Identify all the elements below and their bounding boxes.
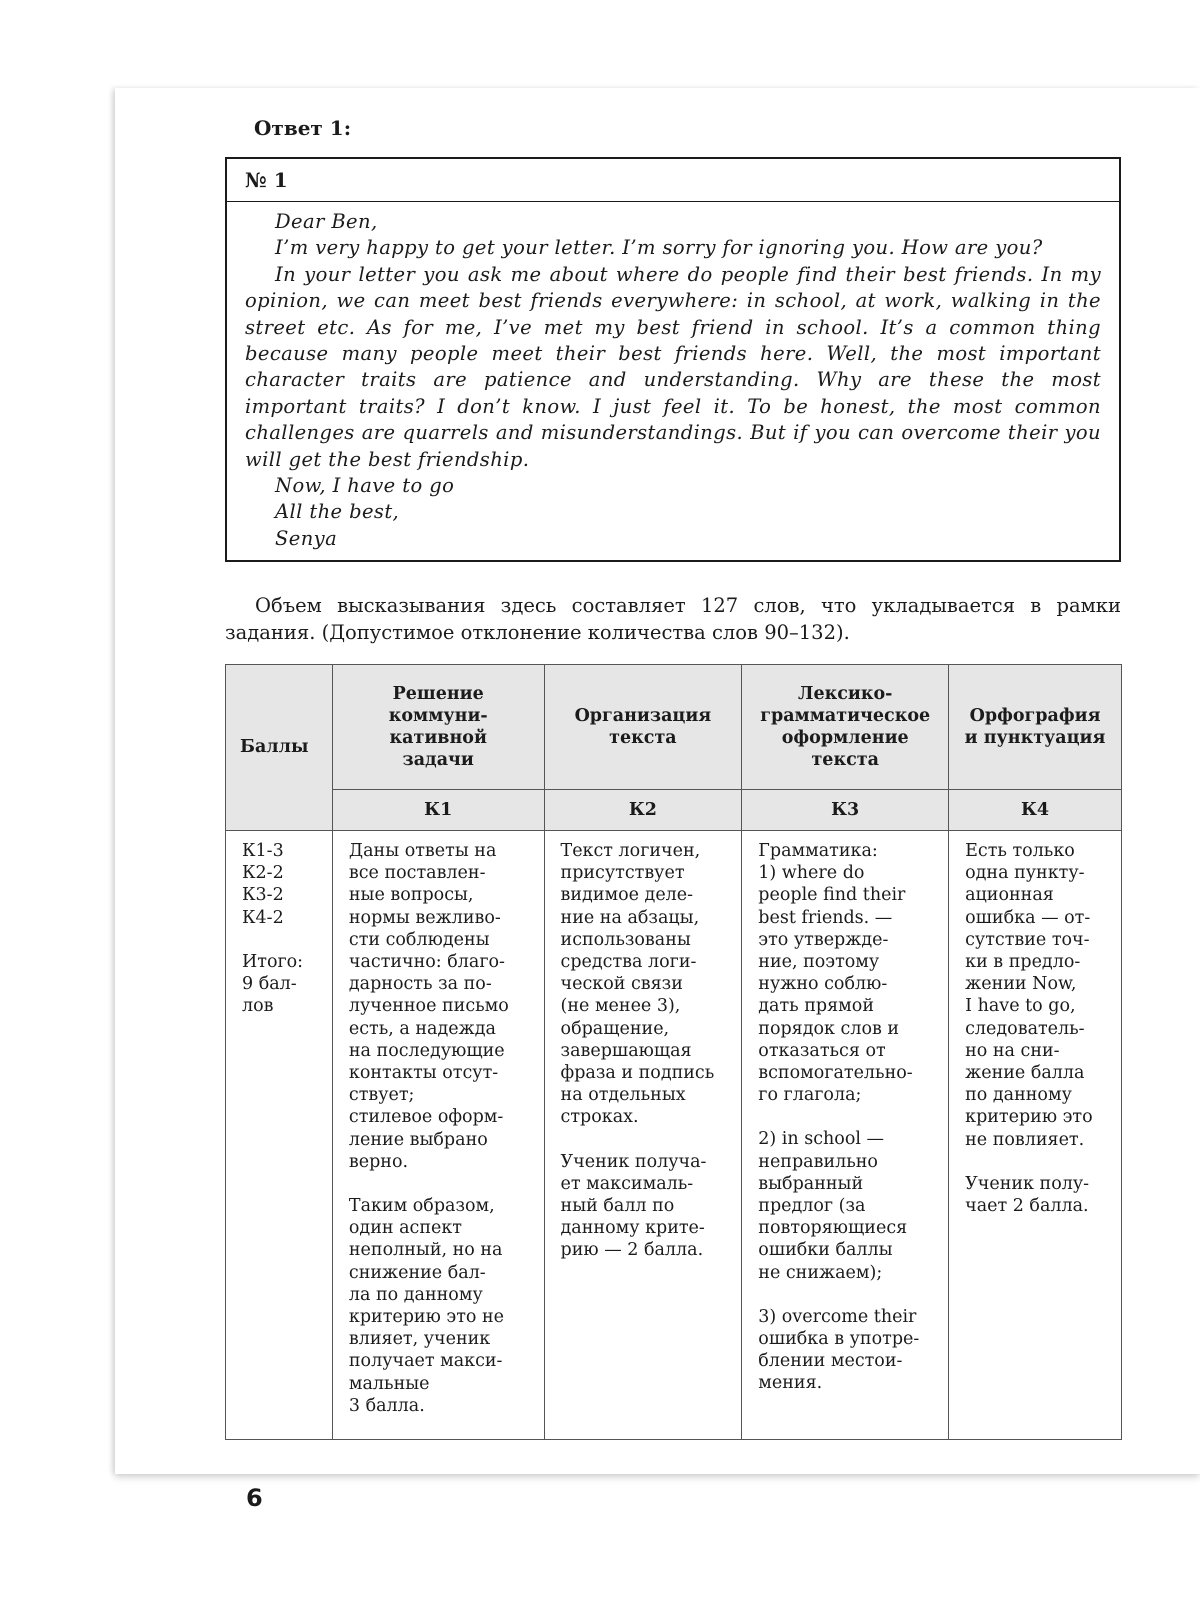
letter-greeting: Dear Ben,	[275, 210, 378, 233]
comment-cell-k2	[544, 831, 742, 1440]
criterion-code-k1: К1	[332, 790, 544, 831]
comment-paragraph: Даны ответы на все поставлен- ные вопросы, нормы вежливо- сти соблюдены частично: благо- дарность за по- лученное письмо есть, а надежда на последующие контакты отсут- ствует; стилевое оформ- ление выбрано верно.	[348, 841, 509, 1172]
score-column-header: Баллы	[226, 665, 333, 831]
score-cell	[226, 831, 333, 1440]
criterion-header-k1: Решение коммуни- кативной задачи	[332, 665, 544, 790]
comment-paragraph: Есть только одна пункту- ационная ошибка — от- сутствие точ- ки в предло- жении Now, I have to go, следователь- но на сни- жение балла по данному критерию это не повлияет.	[965, 841, 1093, 1150]
page-number: 6	[246, 1484, 263, 1512]
criterion-code-k3: К3	[742, 790, 949, 831]
score-list: К1-3 К2-2 К3-2 К4-2	[242, 841, 284, 928]
criterion-header-k3: Лексико- грамматическое оформление текста	[742, 665, 949, 790]
comment-cell-k1	[332, 831, 544, 1440]
comment-paragraph: Ученик получа- ет максималь- ный балл по данному крите- рию — 2 балла.	[560, 1151, 707, 1261]
word-count-summary	[225, 593, 1121, 646]
letter-closing: Now, I have to go	[275, 474, 455, 498]
comment-cell-k4	[949, 831, 1122, 1440]
table-header-row	[226, 665, 1122, 790]
comment-paragraph: Грамматика: 1) where do people find their best friends. — это утвержде- ние, поэтому нужно соблю- дать прямой порядок слов и отказаться от вспомогательно- го глагола;	[758, 841, 913, 1106]
letter-paragraph: I’m very happy to get your letter. I’m sorry for ignoring you. How are you?	[275, 236, 1043, 260]
letter-body	[227, 202, 1119, 552]
answer-heading: Ответ 1:	[254, 116, 352, 140]
letter-number: № 1	[227, 159, 1119, 202]
comment-paragraph: 2) in school — неправильно выбранный предлог (за повторяющиеся ошибки баллы не снижаем);	[758, 1129, 908, 1283]
criterion-header-k4: Орфография и пунктуация	[949, 665, 1122, 790]
letter-closing: All the best,	[275, 500, 400, 524]
summary-text: Объем высказывания здесь составляет 127 слов, что укладывается в рамки задания. (Допустимое отклонение количества слов 90–132).	[225, 594, 1121, 644]
grading-table	[225, 664, 1122, 1440]
comment-paragraph: Таким образом, один аспект неполный, но на снижение бал- ла по данному критерию это не влияет, ученик получает макси- мальные 3 балла.	[348, 1196, 504, 1416]
letter-paragraph: In your letter you ask me about where do people find their best friends. In my opinion, we can meet best friends everywhere: in school, at work, walking in the street etc. As for me, I’ve met my best friend in school. It’s a common thing because many people meet their best friends here. Well, the most important character traits are patience and understanding. Why are these the most important traits? I don’t know. I just feel it. To be honest, the most common challenges are quarrels and misunderstandings. But if you can overcome their you will get the best friendship.	[245, 262, 1101, 471]
table-row	[226, 831, 1122, 1440]
comment-paragraph: Текст логичен, присутствует видимое деле- ние на абзацы, использованы средства логи- ческой связи (не менее 3), обращение, завершающая фраза и подпись на отдельных строках.	[560, 841, 715, 1128]
comment-paragraph: Ученик полу- чает 2 балла.	[965, 1173, 1090, 1217]
criterion-header-k2: Организация текста	[544, 665, 742, 790]
table-code-row	[226, 790, 1122, 831]
letter-signature: Senya	[275, 526, 338, 550]
comment-cell-k3	[742, 831, 949, 1440]
letter-box	[225, 157, 1121, 562]
criterion-code-k2: К2	[544, 790, 742, 831]
score-total: Итого: 9 бал- лов	[242, 951, 304, 1017]
comment-paragraph: 3) overcome their ошибка в употре- блении местои- мения.	[758, 1306, 920, 1394]
criterion-code-k4: К4	[949, 790, 1122, 831]
